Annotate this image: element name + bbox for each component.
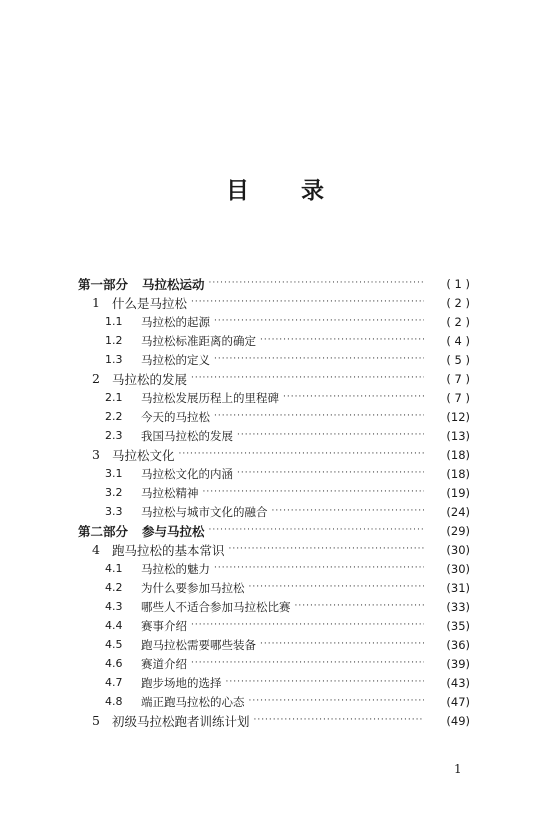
toc-entry-title: 马拉松标准距离的确定 — [141, 333, 256, 348]
toc-entry-title: 参与马拉松 — [142, 523, 205, 539]
toc-entry — [78, 654, 470, 673]
toc-entry — [78, 274, 470, 293]
toc-entry-title: 跑马拉松的基本常识 — [111, 542, 225, 558]
page-title: 目 录 — [225, 178, 346, 204]
toc-entry-number: 2.3 — [105, 429, 123, 442]
table-of-contents — [78, 274, 470, 730]
toc-entry — [78, 521, 470, 540]
toc-entry-title: 马拉松的定义 — [141, 352, 210, 367]
toc-entry-number: 4.5 — [105, 638, 123, 651]
toc-entry-number: 2.1 — [105, 391, 123, 404]
toc-entry-page: (31) — [446, 580, 470, 595]
toc-entry-number: 1.3 — [105, 353, 123, 366]
dot-leader — [191, 369, 424, 388]
toc-entry-page: (19) — [446, 485, 470, 500]
toc-entry-title: 马拉松的发展 — [111, 371, 187, 387]
toc-entry — [78, 616, 470, 635]
dot-leader — [260, 635, 424, 654]
toc-entry-page: (30) — [446, 561, 470, 576]
page-number: 1 — [454, 762, 462, 776]
toc-entry — [78, 426, 470, 445]
toc-entry — [78, 597, 470, 616]
toc-entry-number: 4 — [92, 542, 100, 557]
toc-entry-number: 4.4 — [105, 619, 123, 632]
toc-entry-title: 马拉松运动 — [142, 276, 205, 292]
toc-entry-page: (39) — [446, 656, 470, 671]
toc-entry — [78, 559, 470, 578]
toc-entry-number: 4.8 — [105, 695, 123, 708]
toc-entry-title: 赛事介绍 — [141, 618, 187, 633]
toc-entry-title: 马拉松文化的内涵 — [141, 466, 233, 481]
toc-entry-page: ( 7 ) — [446, 371, 470, 386]
dot-leader — [283, 388, 424, 407]
toc-entry — [78, 464, 470, 483]
toc-entry-title: 初级马拉松跑者训练计划 — [111, 713, 250, 729]
toc-entry — [78, 502, 470, 521]
toc-entry-page: ( 2 ) — [446, 314, 470, 329]
toc-entry-page: (12) — [446, 409, 470, 424]
dot-leader — [253, 711, 424, 730]
toc-entry-number: 4.3 — [105, 600, 123, 613]
dot-leader — [191, 616, 424, 635]
dot-leader — [191, 654, 424, 673]
toc-entry-number: 3.3 — [105, 505, 123, 518]
toc-entry-page: (49) — [446, 713, 470, 728]
dot-leader — [295, 597, 425, 616]
toc-entry — [78, 293, 470, 312]
toc-entry-number: 1.1 — [105, 315, 123, 328]
toc-entry-title: 赛道介绍 — [141, 656, 187, 671]
dot-leader — [191, 293, 424, 312]
toc-entry-number: 第二部分 — [78, 523, 129, 539]
toc-entry-number: 3.1 — [105, 467, 123, 480]
toc-entry-page: (35) — [446, 618, 470, 633]
dot-leader — [209, 521, 424, 540]
dot-leader — [203, 483, 425, 502]
dot-leader — [214, 407, 424, 426]
dot-leader — [272, 502, 425, 521]
toc-entry — [78, 312, 470, 331]
toc-entry — [78, 711, 470, 730]
toc-entry — [78, 673, 470, 692]
toc-entry-page: ( 7 ) — [446, 390, 470, 405]
toc-entry-page: (18) — [446, 466, 470, 481]
toc-entry-title: 马拉松的魅力 — [141, 561, 210, 576]
toc-entry-title: 马拉松发展历程上的里程碑 — [141, 390, 279, 405]
toc-entry-number: 4.1 — [105, 562, 123, 575]
toc-entry-page: (13) — [446, 428, 470, 443]
toc-entry-number: 4.7 — [105, 676, 123, 689]
toc-entry — [78, 483, 470, 502]
toc-entry-number: 4.6 — [105, 657, 123, 670]
toc-entry-number: 4.2 — [105, 581, 123, 594]
dot-leader — [214, 312, 424, 331]
toc-entry-title: 端正跑马拉松的心态 — [141, 694, 245, 709]
dot-leader — [237, 426, 424, 445]
toc-entry — [78, 331, 470, 350]
toc-entry — [78, 578, 470, 597]
toc-entry-page: (30) — [446, 542, 470, 557]
dot-leader — [214, 559, 424, 578]
toc-entry-number: 3.2 — [105, 486, 123, 499]
toc-entry — [78, 369, 470, 388]
toc-entry — [78, 388, 470, 407]
toc-entry-number: 3 — [92, 447, 100, 462]
toc-entry-title: 马拉松与城市文化的融合 — [141, 504, 268, 519]
dot-leader — [237, 464, 424, 483]
toc-entry-title: 哪些人不适合参加马拉松比赛 — [141, 599, 291, 614]
toc-entry-page: ( 2 ) — [446, 295, 470, 310]
toc-entry — [78, 407, 470, 426]
toc-entry-title: 马拉松的起源 — [141, 314, 210, 329]
toc-entry-title: 马拉松精神 — [141, 485, 199, 500]
dot-leader — [249, 578, 425, 597]
toc-entry-title: 马拉松文化 — [111, 447, 175, 463]
toc-entry-page: (43) — [446, 675, 470, 690]
toc-entry-page: ( 5 ) — [446, 352, 470, 367]
toc-entry — [78, 540, 470, 559]
toc-entry-title: 跑步场地的选择 — [141, 675, 222, 690]
toc-entry-number: 第一部分 — [78, 276, 129, 292]
toc-entry — [78, 692, 470, 711]
toc-entry-page: (24) — [446, 504, 470, 519]
dot-leader — [214, 350, 424, 369]
toc-entry-title: 今天的马拉松 — [141, 409, 210, 424]
toc-entry — [78, 445, 470, 464]
toc-entry-number: 1 — [92, 295, 100, 310]
toc-entry-page: ( 1 ) — [446, 276, 470, 291]
toc-entry-page: ( 4 ) — [446, 333, 470, 348]
toc-entry-page: (47) — [446, 694, 470, 709]
toc-entry-title: 为什么要参加马拉松 — [141, 580, 245, 595]
dot-leader — [249, 692, 425, 711]
toc-entry-title: 跑马拉松需要哪些装备 — [141, 637, 256, 652]
toc-entry-page: (18) — [446, 447, 470, 462]
dot-leader — [209, 274, 424, 293]
toc-entry — [78, 350, 470, 369]
dot-leader — [260, 331, 424, 350]
toc-entry-number: 2.2 — [105, 410, 123, 423]
toc-entry-page: (36) — [446, 637, 470, 652]
toc-entry-title: 什么是马拉松 — [111, 295, 187, 311]
toc-entry — [78, 635, 470, 654]
toc-entry-number: 1.2 — [105, 334, 123, 347]
dot-leader — [178, 445, 424, 464]
toc-entry-page: (29) — [446, 523, 470, 538]
toc-entry-number: 2 — [92, 371, 100, 386]
toc-entry-page: (33) — [446, 599, 470, 614]
toc-entry-number: 5 — [92, 713, 100, 728]
toc-entry-title: 我国马拉松的发展 — [141, 428, 233, 443]
dot-leader — [226, 673, 425, 692]
dot-leader — [228, 540, 424, 559]
